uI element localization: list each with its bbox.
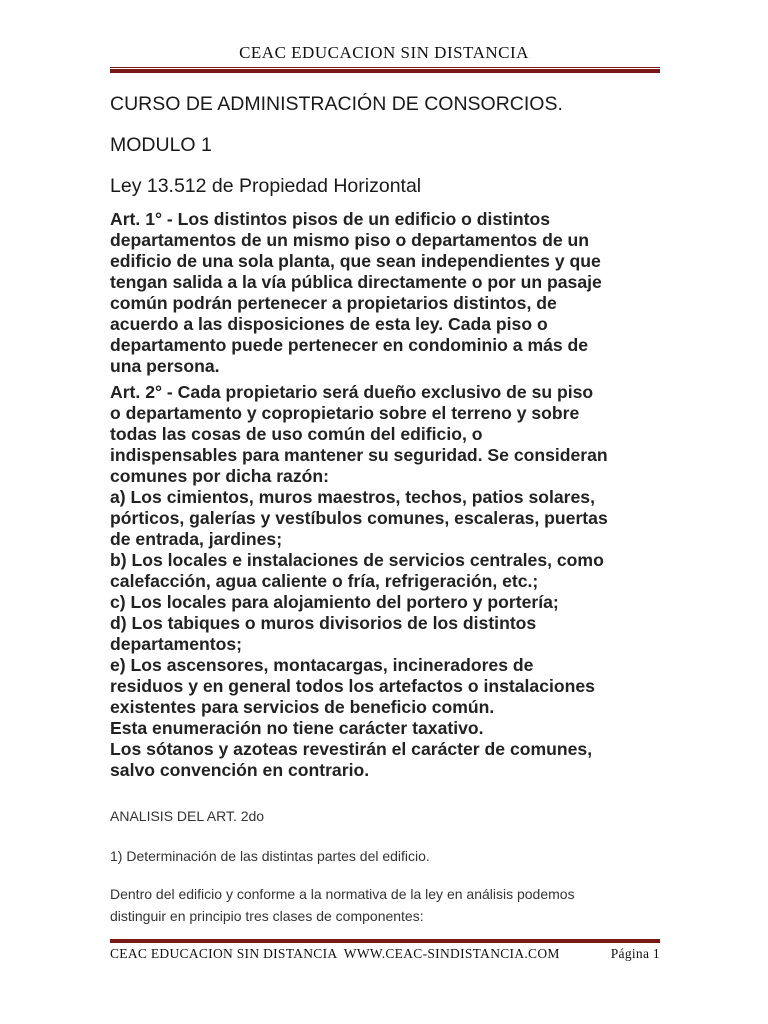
article-1-line: tengan salida a la vía pública directamente o por un pasaje [110,272,602,292]
page-footer [110,946,660,962]
article-2-line: Art. 2° - Cada propietario será dueño exclusivo de su piso [110,382,594,402]
page-number: Página 1 [610,946,660,961]
article-2-line: comunes por dicha razón: [110,466,329,486]
footer-rule-thin [110,942,660,943]
article-2-line: e) Los ascensores, montacargas, incineradores de [110,655,534,675]
article-1-line: una persona. [110,356,220,376]
document-body [110,92,665,927]
article-1-line: departamento puede pertenecer en condominio a más de [110,335,589,355]
module-title: MODULO 1 [110,134,212,156]
analysis-point-1: 1) Determinación de las distintas partes del edificio. [110,848,430,864]
article-2-line: residuos y en general todos los artefactos o instalaciones [110,676,595,696]
article-2-line: c) Los locales para alojamiento del portero y portería; [110,592,559,612]
article-2-line: Los sótanos y azoteas revestirán el carácter de comunes, [110,739,593,759]
paragraph-line: distinguir en principio tres clases de componentes: [110,908,424,924]
analysis-paragraph [110,883,665,927]
article-1-line: acuerdo a las disposiciones de esta ley. Cada piso o [110,314,548,334]
law-title: Ley 13.512 de Propiedad Horizontal [110,175,422,197]
header-rule-thick [110,69,660,73]
footer-left-text: CEAC EDUCACION SIN DISTANCIA WWW.CEAC-SINDISTANCIA.COM [110,946,560,961]
paragraph-line: Dentro del edificio y conforme a la normativa de la ley en análisis podemos [110,886,575,902]
article-2-line: indispensables para mantener su seguridad. Se consideran [110,445,608,465]
article-2-line: a) Los cimientos, muros maestros, techos, patios solares, [110,487,595,507]
article-1-line: común podrán pertenecer a propietarios distintos, de [110,293,557,313]
article-1-line: edificio de una sola planta, que sean independientes y que [110,251,601,271]
article-2-line: existentes para servicios de beneficio común. [110,697,495,717]
article-2-line: calefacción, agua caliente o fría, refrigeración, etc.; [110,571,539,591]
header-rule-thin [110,67,660,68]
article-2 [110,382,665,781]
page-header-title: CEAC EDUCACION SIN DISTANCIA [239,43,529,62]
article-2-line: todas las cosas de uso común del edificio, o [110,424,483,444]
article-2-line: Esta enumeración no tiene carácter taxativo. [110,718,484,738]
article-2-line: salvo convención en contrario. [110,760,370,780]
analysis-title: ANALISIS DEL ART. 2do [110,808,265,824]
article-1-line: Art. 1° - Los distintos pisos de un edificio o distintos [110,209,551,229]
article-2-line: d) Los tabiques o muros divisorios de los distintos [110,613,537,633]
article-2-line: o departamento y copropietario sobre el terreno y sobre [110,403,580,423]
article-1-line: departamentos de un mismo piso o departamentos de un [110,230,590,250]
article-2-line: b) Los locales e instalaciones de servicios centrales, como [110,550,604,570]
article-2-line: pórticos, galerías y vestíbulos comunes, escaleras, puertas [110,508,608,528]
course-title: CURSO DE ADMINISTRACIÓN DE CONSORCIOS. [110,93,563,115]
article-1 [110,209,665,377]
article-2-line: departamentos; [110,634,242,654]
article-2-line: de entrada, jardines; [110,529,283,549]
